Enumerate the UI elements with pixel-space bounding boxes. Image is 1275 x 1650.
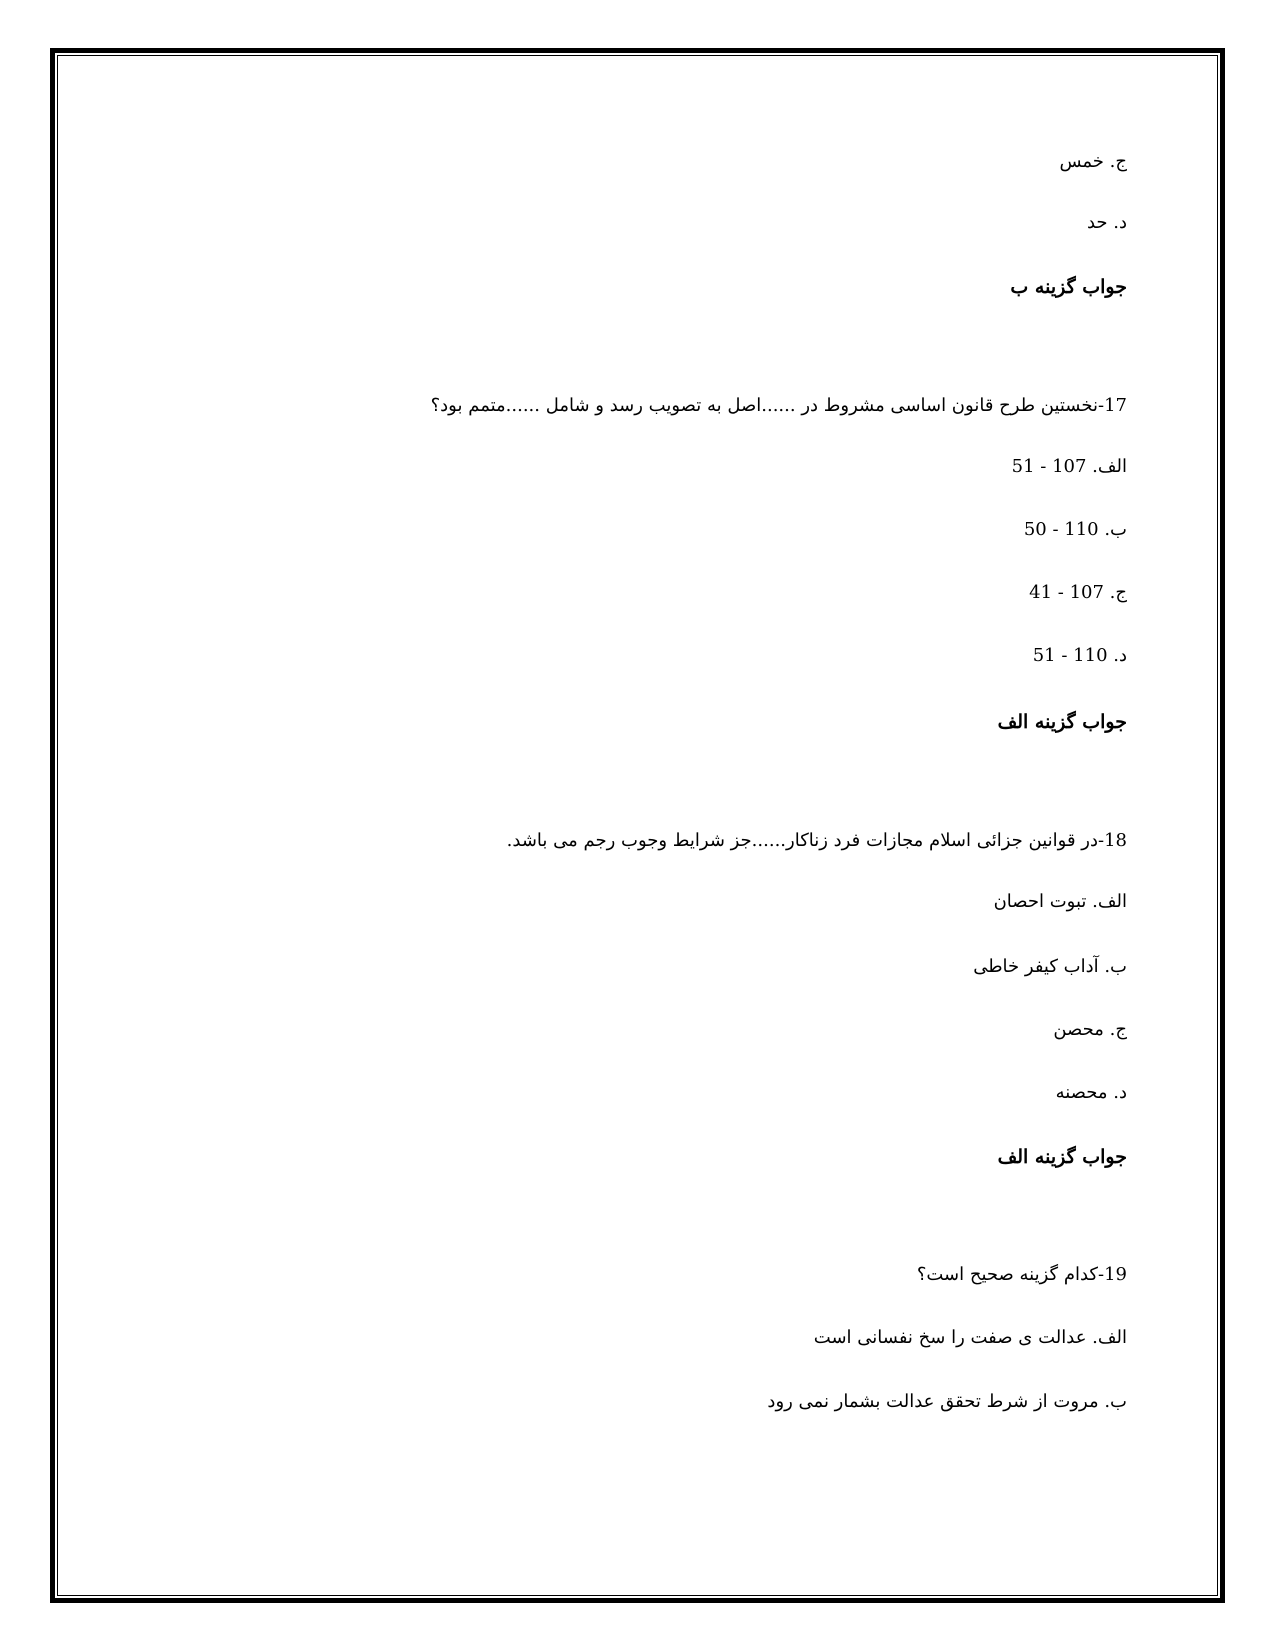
q17-option-b: ب. 110 - 50	[1023, 519, 1127, 540]
q18-option-d: د. محصنه	[1055, 1082, 1127, 1103]
q17-text: 17-نخستین طرح قانون اساسی مشروط در ......اصل به تصویب رسد و شامل ......متمم بود؟	[430, 395, 1127, 416]
q19-option-a: الف. عدالت ی صفت را سخ نفسانی است	[813, 1327, 1127, 1348]
q19-text: 19-کدام گزینه صحیح است؟	[916, 1264, 1127, 1285]
q18-option-a: الف. تبوت احصان	[993, 891, 1127, 912]
q17-answer: جواب گزینه الف	[997, 711, 1127, 733]
q16-answer: جواب گزینه ب	[1010, 276, 1127, 298]
q16-option-d: د. حد	[1086, 212, 1127, 233]
q17-option-d: د. 110 - 51	[1032, 645, 1127, 666]
q17-option-a: الف. 107 - 51	[1011, 456, 1127, 477]
q16-option-c: ج. خمس	[1059, 151, 1127, 172]
q18-text: 18-در قوانین جزائی اسلام مجازات فرد زناکار......جز شرایط وجوب رجم می باشد.	[506, 830, 1127, 851]
q18-answer: جواب گزینه الف	[997, 1146, 1127, 1168]
q18-option-c: ج. محصن	[1053, 1019, 1127, 1040]
q18-option-b: ب. آداب کیفر خاطی	[973, 956, 1127, 977]
q17-option-c: ج. 107 - 41	[1029, 582, 1127, 603]
q19-option-b: ب. مروت از شرط تحقق عدالت بشمار نمی رود	[767, 1391, 1127, 1412]
